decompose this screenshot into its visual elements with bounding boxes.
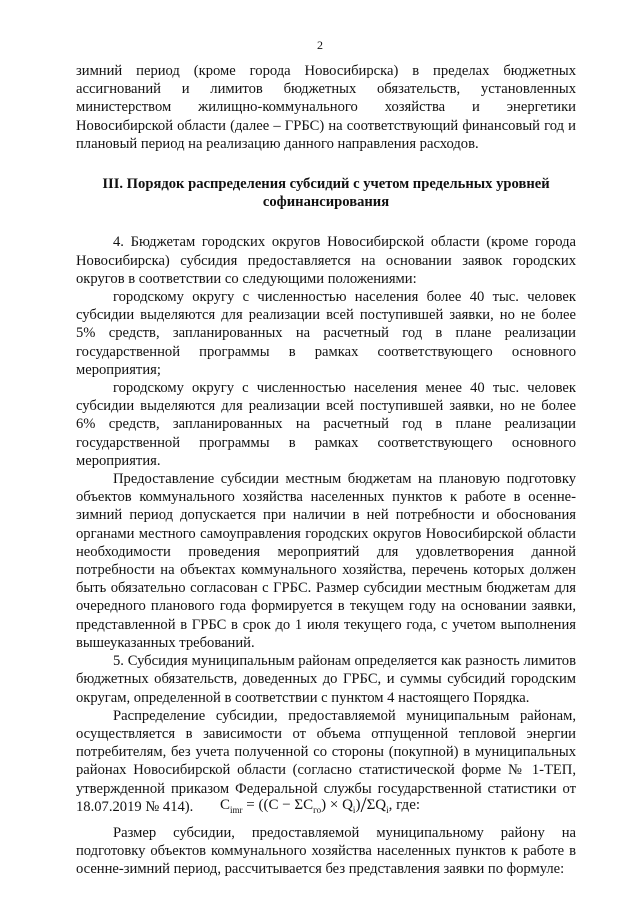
paragraph-distribution: Распределение субсидии, предоставляемой муниципальным районам, осуществляется в зависимости от объема отпущенной тепловой энергии потребителям, без учета полученной со стороны (покупной) в муниципальных районах Новосибирской области (согласно статистической форме № 1-ТЕП, утвержденной приказом Федеральной службы государственной статистики от 18.07.2019 № 414).: [76, 707, 576, 815]
subsidy-formula: $C_{imr} = ((C - \Sigma C_{го}) \times Q_i)/\Sigma Q_i$, где:: [219, 792, 421, 817]
formula-close: ): [355, 797, 361, 813]
document-body: [76, 62, 576, 879]
formula-lhs: C: [219, 797, 230, 813]
page-number: 2: [317, 38, 323, 52]
section-heading: III. Порядок распределения субсидий с учетом предельных уровней софинансирования: [102, 176, 550, 211]
paragraph-planned-preparation: Предоставление субсидии местным бюджетам на плановую подготовку объектов коммунального хозяйства населенных пунктов к работе в осенне-зимний период допускается при наличии в ней потребности и обоснования органами местного самоуправления городских округов Новосибирской области необходимости проведения мероприятий для удовлетворения данной потребности на объектах коммунального хозяйства, перечень которых должен быть обязательно согласован с ГРБС. Размер субсидии местным бюджетам для очередного планового года формируется в текущем году на основании заявки, представленной в ГРБС в срок до 1 июля текущего года, с учетом выполнения вышеуказанных требований.: [76, 471, 576, 651]
formula-sub-i: i: [352, 805, 356, 815]
formula-lhs-sub: imr: [229, 805, 243, 815]
formula-tail: , где:: [388, 797, 421, 813]
intro-paragraph: зимний период (кроме города Новосибирска) в пределах бюджетных ассигнований и лимитов бюджетных обязательств, установленных министерством жилищно-коммунального хозяйства и энергетики Новосибирской области (далее – ГРБС) на соответствующий финансовый год и плановый период на реализацию данного направления расходов.: [76, 63, 576, 152]
paragraph-5: 5. Субсидия муниципальным районам определяется как разность лимитов бюджетных обязательств, доведенных до ГРБС, и суммы субсидий городским округам, определенной в соответствии с пунктом 4 настоящего Порядка.: [76, 653, 576, 706]
formula-sub-go: го: [313, 805, 322, 815]
paragraph-under-40k: городскому округу с численностью населения менее 40 тыс. человек субсидии выделяются для реализации всей поступившей заявки, но не более 6% средств, запланированных на расчетный год в плане реализации государственной программы в рамках соответствующего основного мероприятия.: [76, 380, 576, 469]
formula-open: ((C − ΣC: [258, 797, 314, 813]
paragraph-4: 4. Бюджетам городских округов Новосибирской области (кроме города Новосибирска) субсидия предоставляется на основании заявок городских округов в соответствии со следующими положениями:: [76, 234, 576, 287]
formula-div: ΣQ: [366, 797, 387, 813]
paragraph-over-40k: городскому округу с численностью населения более 40 тыс. человек субсидии выделяются для реализации всей поступившей заявки, но не более 5% средств, запланированных на расчетный год в плане реализации государственной программы в рамках соответствующего основного мероприятия;: [76, 289, 576, 378]
paragraph-size-of-subsidy: Размер субсидии, предоставляемой муниципальному району на подготовку объектов коммунального хозяйства населенных пунктов к работе в осенне-зимний период, рассчитывается без представления заявки по формуле:: [76, 824, 576, 878]
formula-mid: ) × Q: [321, 797, 353, 813]
formula-division-slash: /: [360, 792, 367, 817]
formula-sub-i2: i: [386, 805, 389, 815]
